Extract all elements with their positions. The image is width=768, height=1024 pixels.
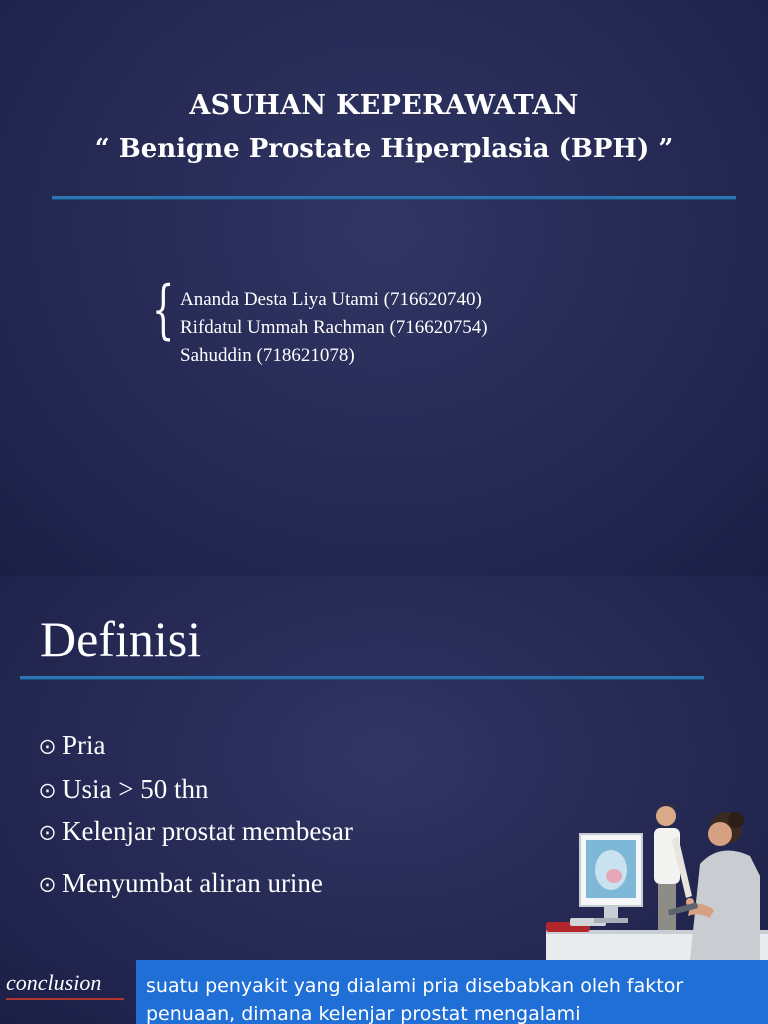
conclusion-underline [6, 998, 124, 1000]
bullet-marker-icon: ⨀ [40, 825, 55, 841]
bullet-text: Pria [62, 730, 106, 760]
heading-divider [20, 676, 704, 679]
conclusion-text: suatu penyakit yang dialami pria disebabkan oleh faktor penuaan, dimana kelenjar prostat mengalami [146, 975, 684, 1024]
bullet-marker-icon: ⨀ [40, 739, 55, 755]
bullet-item [40, 776, 208, 803]
title-divider [52, 196, 736, 199]
slide-heading: Definisi [40, 611, 202, 667]
definition-slide [0, 576, 768, 1024]
bullet-item [40, 818, 353, 845]
slide-title-line1: ASUHAN KEPERAWATAN [189, 90, 579, 121]
bullet-item [40, 732, 106, 759]
authors-list [180, 286, 488, 370]
author-item: Rifdatul Ummah Rachman (716620754) [180, 317, 488, 338]
doctor-patient-consultation-image [540, 786, 768, 960]
bullet-text: Usia > 50 thn [62, 774, 209, 804]
bullet-text: Kelenjar prostat membesar [62, 816, 353, 846]
bullet-marker-icon: ⨀ [40, 783, 55, 799]
bullet-item [40, 870, 323, 897]
authors-brace: { [152, 273, 175, 347]
author-item: Sahuddin (718621078) [180, 345, 355, 366]
conclusion-label: conclusion [6, 970, 102, 995]
bullet-marker-icon: ⨀ [40, 877, 55, 893]
conclusion-box [136, 960, 768, 1024]
slide-title-line2: “ Benigne Prostate Hiperplasia (BPH) ” [94, 134, 674, 164]
bullet-text: Menyumbat aliran urine [62, 868, 323, 898]
author-item: Ananda Desta Liya Utami (716620740) [180, 289, 482, 310]
